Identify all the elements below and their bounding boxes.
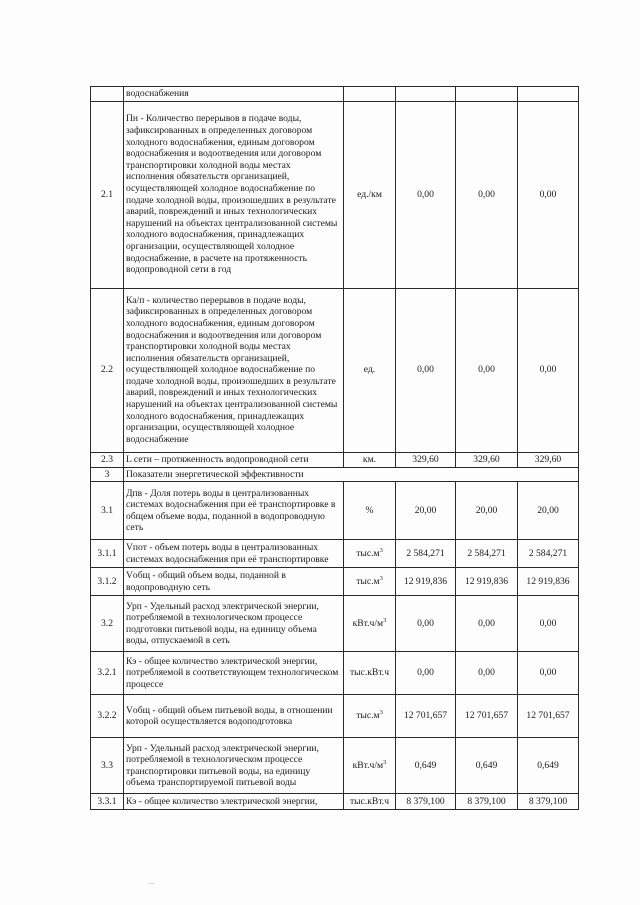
row-unit: ед. xyxy=(344,288,396,452)
scan-mark: ... xyxy=(148,877,154,886)
row-value-1: 329,60 xyxy=(396,452,456,467)
row-value-1: 0,649 xyxy=(396,738,456,794)
row-description: водоснабжения xyxy=(124,87,344,102)
row-value-1: 0,00 xyxy=(396,596,456,652)
row-number: 3.1.1 xyxy=(91,540,124,568)
row-number: 2.2 xyxy=(91,288,124,452)
row-value-1: 0,00 xyxy=(396,652,456,695)
row-description: Пн - Количество перерывов в подаче воды, зафиксированных в определенных договором холодного водоснабжения, единым договором водоснабжения и водоотведения или договором транспортировки холодной воды местах исполнения обязательств организацией, осуществляющей холодное водоснабжение по подаче холодной воды, произошедших в результате аварий, повреждений и иных технологических нарушений на объектах централизованной системы холодного водоснабжения, принадлежащих организации, осуществляющей холодное водоснабжение, в расчете на протяженность водопроводной сети в год xyxy=(124,101,344,288)
row-description: Дпв - Доля потерь воды в централизованных системах водоснабжения при её транспортировке в общем объеме воды, поданной в водопроводную сеть xyxy=(124,482,344,540)
row-value-2: 0,00 xyxy=(456,596,518,652)
row-value-2: 0,00 xyxy=(456,101,518,288)
row-description: Кэ - общее количество электрической энергии, xyxy=(124,794,344,810)
table-row xyxy=(91,596,579,652)
row-number: 3.2 xyxy=(91,596,124,652)
row-unit: км. xyxy=(344,452,396,467)
row-value-1: 2 584,271 xyxy=(396,540,456,568)
row-unit: $кВт.ч/м^3$ xyxy=(344,596,396,652)
row-description: Урп - Удельный расход электрической энергии, потребляемой в технологическом процессе подготовки питьевой воды, на единицу объема воды, отпускаемой в сеть xyxy=(124,596,344,652)
row-value-1: 8 379,100 xyxy=(396,794,456,810)
row-description: Кэ - общее количество электрической энергии, потребляемой в соответствующем технологическом процессе xyxy=(124,652,344,695)
row-value-3: 0,649 xyxy=(518,738,579,794)
row-unit: ед./км xyxy=(344,101,396,288)
row-value-3: 12 919,836 xyxy=(518,568,579,596)
row-value-1: 12 701,657 xyxy=(396,695,456,738)
row-unit: % xyxy=(344,482,396,540)
row-value-2: 0,00 xyxy=(456,288,518,452)
table-row xyxy=(91,452,579,467)
row-description: Vобщ - общий объем воды, поданной в водопроводную сеть xyxy=(124,568,344,596)
row-number xyxy=(91,87,124,102)
row-description: Vпот - объем потерь воды в централизованных системах водоснабжения при её транспортировке xyxy=(124,540,344,568)
indicators-table xyxy=(90,86,579,810)
row-value-3: 20,00 xyxy=(518,482,579,540)
row-value-2: 12 701,657 xyxy=(456,695,518,738)
row-number: 3.2.2 xyxy=(91,695,124,738)
row-unit: $тыс.м^3$ xyxy=(344,568,396,596)
table-row xyxy=(91,540,579,568)
row-unit: $тыс.м^3$ xyxy=(344,540,396,568)
row-value-1 xyxy=(396,87,456,102)
row-value-2: 12 919,836 xyxy=(456,568,518,596)
row-value-3: 2 584,271 xyxy=(518,540,579,568)
row-number: 3.1.2 xyxy=(91,568,124,596)
row-value-3: 0,00 xyxy=(518,652,579,695)
row-value-3: 329,60 xyxy=(518,452,579,467)
section-number: 3 xyxy=(91,467,124,482)
row-number: 3.3.1 xyxy=(91,794,124,810)
row-description: Урп - Удельный расход электрической энергии, потребляемой в технологическом процессе транспортировки питьевой воды, на единицу объема транспортируемой питьевой воды xyxy=(124,738,344,794)
row-value-2 xyxy=(456,87,518,102)
table-row xyxy=(91,794,579,810)
row-value-3: 0,00 xyxy=(518,288,579,452)
row-value-1: 12 919,836 xyxy=(396,568,456,596)
row-value-3: 0,00 xyxy=(518,101,579,288)
table-row xyxy=(91,288,579,452)
row-unit xyxy=(344,87,396,102)
row-value-3: 12 701,657 xyxy=(518,695,579,738)
table-row xyxy=(91,101,579,288)
table-row xyxy=(91,738,579,794)
row-description: L сети – протяженность водопроводной сети xyxy=(124,452,344,467)
row-number: 3.3 xyxy=(91,738,124,794)
row-number: 3.2.1 xyxy=(91,652,124,695)
row-value-3 xyxy=(518,87,579,102)
row-value-1: 0,00 xyxy=(396,101,456,288)
row-value-2: 20,00 xyxy=(456,482,518,540)
row-number: 2.1 xyxy=(91,101,124,288)
row-value-3: 0,00 xyxy=(518,596,579,652)
row-value-2: 0,649 xyxy=(456,738,518,794)
row-value-1: 20,00 xyxy=(396,482,456,540)
row-value-1: 0,00 xyxy=(396,288,456,452)
row-unit: $кВт.ч/м^3$ xyxy=(344,738,396,794)
row-value-2: 8 379,100 xyxy=(456,794,518,810)
row-unit: тыс.кВт.ч xyxy=(344,652,396,695)
table-row xyxy=(91,482,579,540)
row-unit: $тыс.м^3$ xyxy=(344,695,396,738)
row-value-2: 329,60 xyxy=(456,452,518,467)
table-row xyxy=(91,652,579,695)
row-value-3: 8 379,100 xyxy=(518,794,579,810)
section-title: Показатели энергетической эффективности xyxy=(124,467,579,482)
row-unit: тыс.кВт.ч xyxy=(344,794,396,810)
row-description: Ка/п - количество перерывов в подаче воды, зафиксированных в определенных договором холодного водоснабжения, единым договором водоснабжения и водоотведения или договором транспортировки холодной воды местах исполнения обязательств организацией, осуществляющей холодное водоснабжение по подаче холодной воды, произошедших в результате аварий, повреждений и иных технологических нарушений на объектах централизованной системы холодного водоснабжения, принадлежащих организации, осуществляющей холодное водоснабжение xyxy=(124,288,344,452)
row-value-2: 2 584,271 xyxy=(456,540,518,568)
row-description: Vобщ - общий объем питьевой воды, в отношении которой осуществляется водоподготовка xyxy=(124,695,344,738)
table-row xyxy=(91,568,579,596)
row-number: 2.3 xyxy=(91,452,124,467)
table-row xyxy=(91,467,579,482)
row-value-2: 0,00 xyxy=(456,652,518,695)
table-row xyxy=(91,87,579,102)
row-number: 3.1 xyxy=(91,482,124,540)
table-row xyxy=(91,695,579,738)
